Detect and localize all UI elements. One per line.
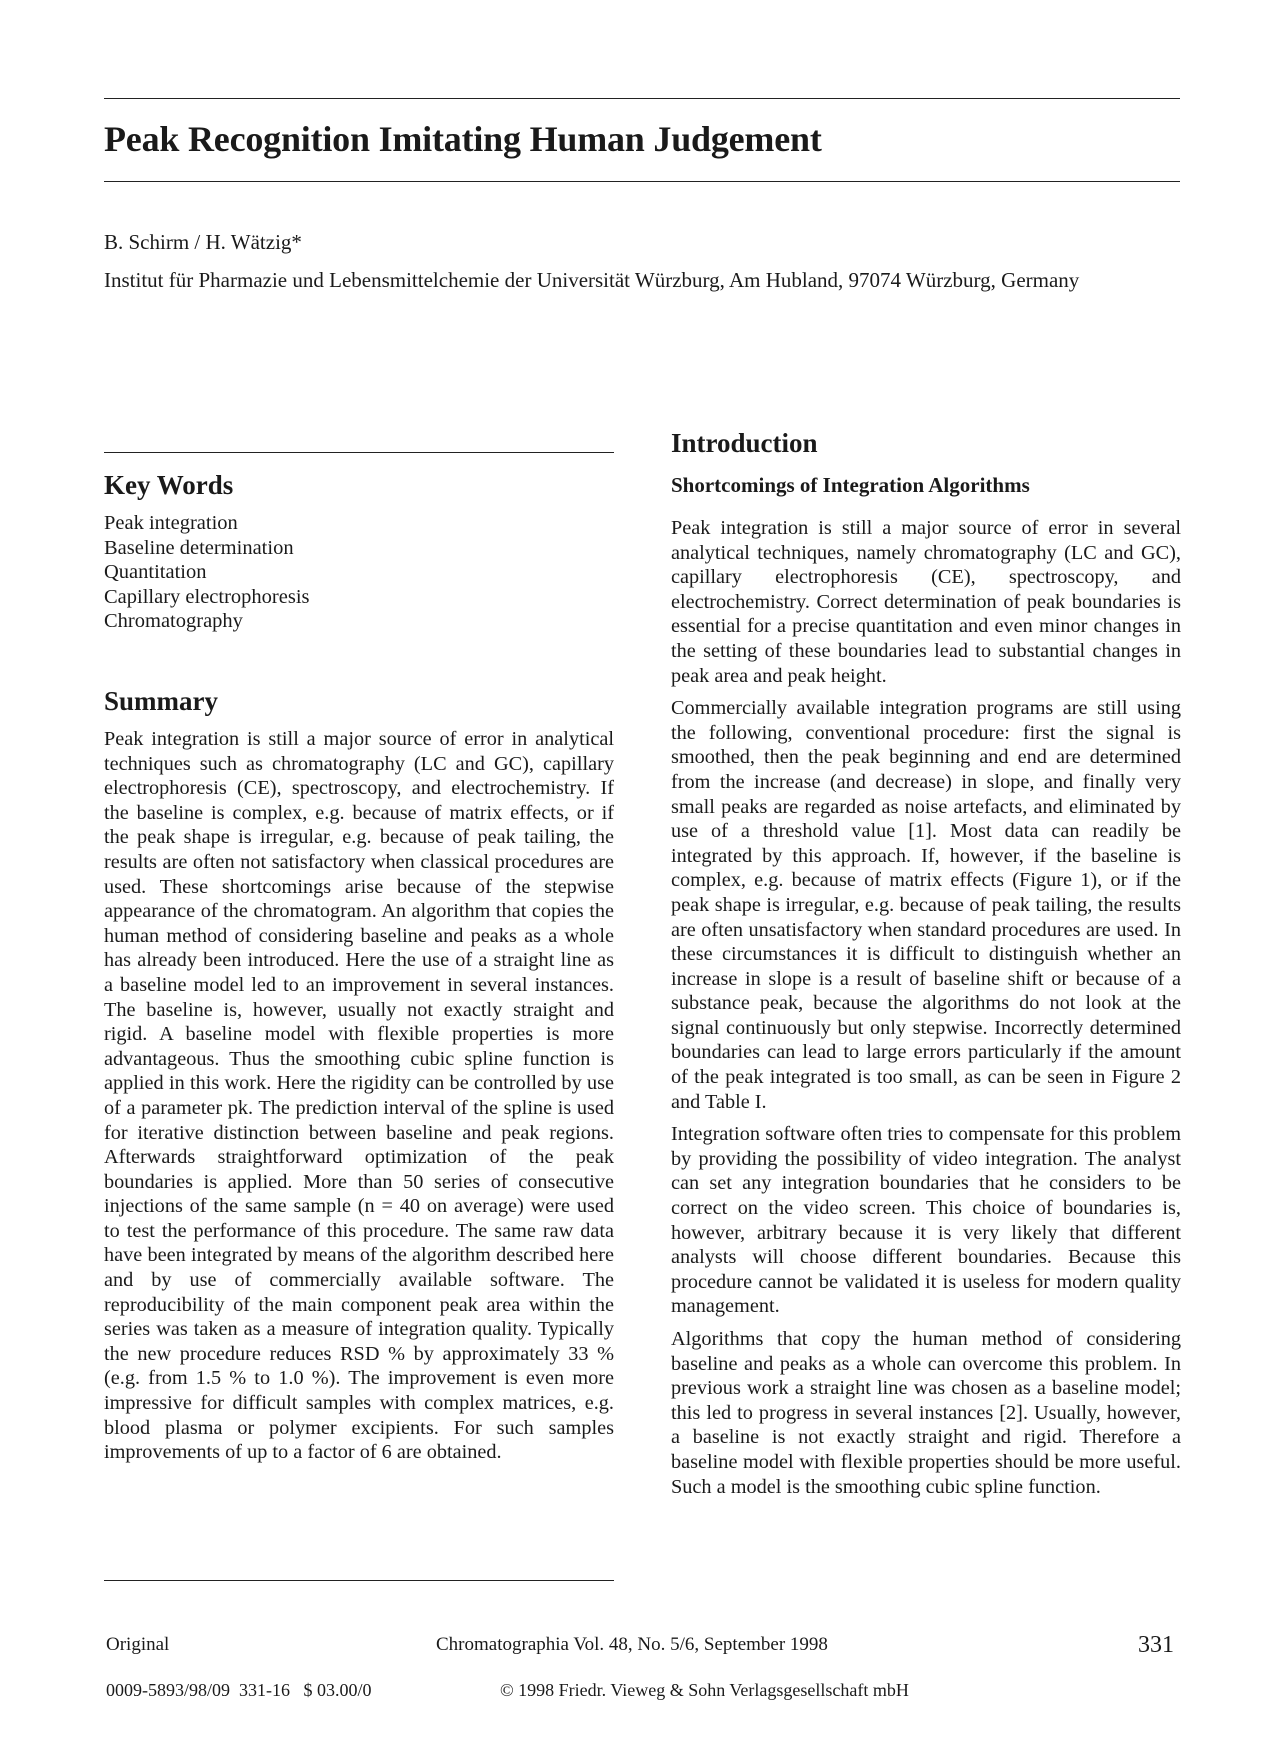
footer-journal: Chromatographia Vol. 48, No. 5/6, September 1998 <box>436 1634 828 1655</box>
summary-text: Peak integration is still a major source of error in analytical techniques such as chromatography (LC and GC), capillary electrophoresis (CE), spectroscopy, and electrochemistry. If the baseline is complex, e.g. because of matrix effects, or if the peak shape is irregular, e.g. because of peak tailing, the results are often not satisfactory when classical procedures are used. These shortcomings arise because of the stepwise appearance of the chromatogram. An algorithm that copies the human method of considering baseline and peaks as a whole has already been introduced. Here the use of a straight line as a baseline model led to an improvement in several instances. The baseline is, however, usually not exactly straight and rigid. A baseline model with flexible properties is more advantageous. Thus the smoothing cubic spline function is applied in this work. Here the rigidity can be controlled by use of a parameter pk. The prediction interval of the spline is used for iterative distinction between baseline and peak regions. Afterwards straightforward optimization of the peak boundaries is applied. More than 50 series of consecutive injections of the same sample (n = 40 on average) were used to test the performance of this procedure. The same raw data have been integrated by means of the algorithm described here and by use of commercially available software. The reproducibility of the main component peak area within the series was taken as a measure of integration quality. Typically the new procedure reduces RSD % by approximately 33 % (e.g. from 1.5 % to 1.0 %). The improvement is even more impressive for difficult samples with complex matrices, e.g. blood plasma or polymer excipients. For such samples improvements of up to a factor of 6 are obtained. <box>104 728 614 1464</box>
introduction-heading: Introduction <box>671 428 818 458</box>
keywords-list <box>104 511 614 634</box>
keywords-section <box>104 470 614 634</box>
summary-section <box>104 686 614 1465</box>
page-title: Peak Recognition Imitating Human Judgement <box>104 119 822 159</box>
keyword-item: Quantitation <box>104 561 207 583</box>
page-number: 331 <box>1138 1632 1174 1658</box>
keyword-item: Peak integration <box>104 512 238 534</box>
summary-heading: Summary <box>104 686 218 716</box>
footer-copyright: © 1998 Friedr. Vieweg & Sohn Verlagsgesellschaft mbH <box>500 1680 909 1700</box>
keyword-item: Capillary electrophoresis <box>104 585 310 608</box>
introduction-paragraph: Peak integration is still a major source of error in several analytical techniques, namely chromatography (LC and GC), capillary electrophoresis (CE), spectroscopy, and electrochemistry. Correct determination of peak boundaries is essential for a precise quantitation and even minor changes in the setting of these boundaries lead to substantial changes in peak area and peak height. <box>671 517 1181 687</box>
top-rule <box>104 98 1180 99</box>
keywords-heading: Key Words <box>104 470 234 500</box>
authors: B. Schirm / H. Wätzig* <box>104 230 302 254</box>
keyword-item: Chromatography <box>104 610 243 632</box>
title-rule <box>104 181 1180 182</box>
introduction-paragraph: Integration software often tries to compensate for this problem by providing the possibility of video integration. The analyst can set any integration boundaries that he considers to be correct on the video screen. This choice of boundaries is, however, arbitrary because it is very likely that different analysts will choose different boundaries. Because this procedure cannot be validated it is useless for modern quality management. <box>671 1123 1181 1318</box>
keyword-item: Baseline determination <box>104 536 294 559</box>
introduction-paragraph: Algorithms that copy the human method of considering baseline and peaks as a whole can overcome this problem. In previous work a straight line was chosen as a baseline model; this led to progress in several instances [2]. Usually, however, a baseline is not exactly straight and rigid. Therefore a baseline model with flexible properties should be more useful. Such a model is the smoothing cubic spline function. <box>671 1328 1181 1498</box>
introduction-section <box>671 428 1181 1499</box>
introduction-paragraph: Commercially available integration programs are still using the following, conventional procedure: first the signal is smoothed, then the peak beginning and end are determined from the increase (and decrease) in slope, and finally very small peaks are regarded as noise artefacts, and eliminated by use of a threshold value [1]. Most data can readily be integrated by this approach. If, however, if the baseline is complex, e.g. because of matrix effects (Figure 1), or if the peak shape is irregular, e.g. because of peak tailing, the results are often unsatisfactory when standard procedures are used. In these circumstances it is difficult to distinguish whether an increase in slope is a result of baseline shift or because of a substance peak, because the algorithms do not look at the signal continuously but only stepwise. Incorrectly determined boundaries can lead to large errors particularly if the amount of the peak integrated is too small, as can be seen in Figure 2 and Table I. <box>671 697 1181 1113</box>
footer-issn: 0009-5893/98/09 331-16 $ 03.00/0 <box>106 1680 372 1700</box>
left-column-top-rule <box>104 452 614 453</box>
introduction-subheading: Shortcomings of Integration Algorithms <box>671 473 1030 497</box>
left-column-bottom-rule <box>104 1580 614 1581</box>
affiliation: Institut für Pharmazie und Lebensmittelchemie der Universität Würzburg, Am Hubland, 97074 Würzburg, Germany <box>104 268 1080 292</box>
footer-section-label: Original <box>106 1634 170 1655</box>
